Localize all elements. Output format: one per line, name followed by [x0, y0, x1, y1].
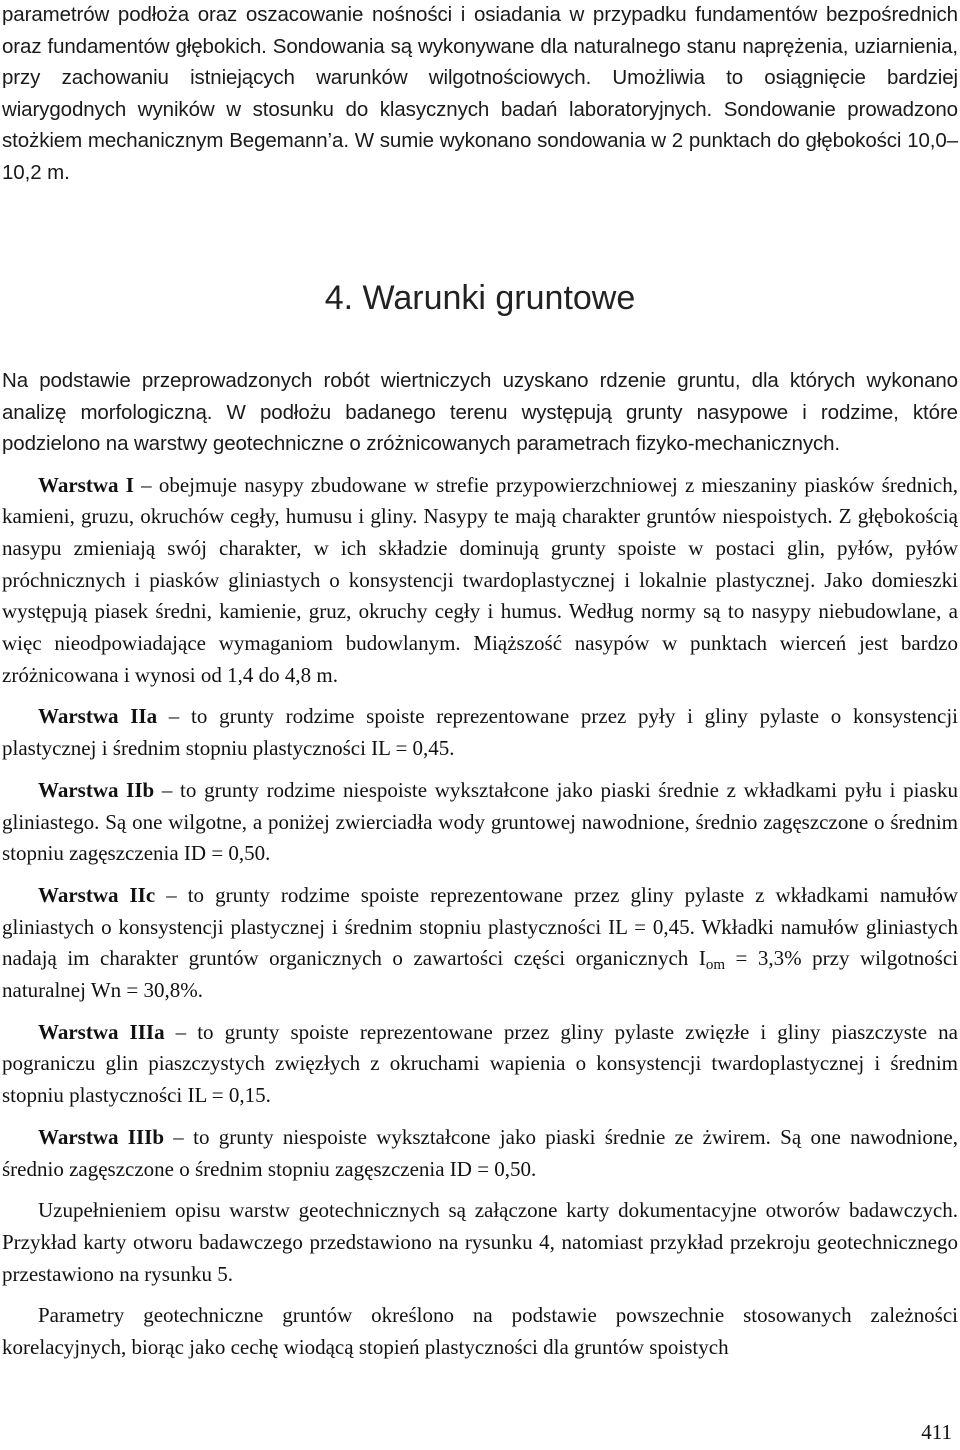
layer-name: Warstwa I [38, 472, 134, 497]
page-number: 411 [921, 1420, 952, 1444]
section-intro-paragraph: Na podstawie przeprowadzonych robót wiertniczych uzyskano rdzenie gruntu, dla których wykonano analizę morfologiczną. W podłożu badanego terenu występują grunty nasypowe i rodzime, które podzielono na warstwy geotechniczne o zróżnicowanych parametrach fizyko-mechanicznych. [2, 369, 958, 455]
layer-name: Warstwa IIb [38, 777, 155, 802]
layer-paragraph-1 [2, 470, 958, 692]
layer-paragraph-4 [2, 880, 958, 1007]
layer-name: Warstwa IIc [38, 882, 156, 907]
layer-paragraph-6 [2, 1122, 958, 1185]
layer-text: – to grunty spoiste reprezentowane przez gliny pylaste zwięzłe i gliny piaszczyste na pograniczu glin piaszczystych zwięzłych z okruchami wapienia o konsystencji twardoplastycznej i średnim stopniu plastyczności IL = 0,15. [2, 1019, 958, 1108]
layer-text: – to grunty rodzime spoiste reprezentowane przez gliny pylaste z wkładkami namułów gliniastych o konsystencji plastycznej i średnim stopniu plastyczności IL = 0,45. Wkładki namułów gliniastych nadają im charakter gruntów organicznych o zawartości części organicznych I [2, 882, 958, 971]
layer-name: Warstwa IIa [38, 704, 158, 729]
layer-paragraph-3 [2, 775, 958, 870]
layer-text: – to grunty rodzime spoiste reprezentowane przez pyły i gliny pylaste o konsystencji plastycznej i średnim stopniu plastyczności IL = 0,45. [2, 704, 959, 761]
subscript-om: om [705, 957, 725, 974]
layer-text: – obejmuje nasypy zbudowane w strefie przypowierzchniowej z mieszaniny piasków średnich, kamieni, gruzu, okruchów cegły, humusu i gliny. Nasypy te mają charakter gruntów niespoistych. Z głębokością nasypu zmieniają swój charakter, w ich składzie dominują grunty spoiste w postaci glin, pyłów, pyłów próchnicznych i piasków gliniastych o konsystencji twardoplastycznej i lokalnie plastycznej. Jako domieszki występują piasek średni, kamienie, gruz, okruchy cegły i humus. Według normy są to nasypy niebudowlane, a więc nieodpowiadające wymaganiom budowlanym. Miąższość nasypów w punktach wierceń jest bardzo zróżnicowana i wynosi od 1,4 do 4,8 m. [2, 472, 958, 687]
closing-paragraph-1: Uzupełnieniem opisu warstw geotechnicznych są załączone karty dokumentacyjne otworów badawczych. Przykład karty otworu badawczego przedstawiono na rysunku 4, natomiast przykład przekroju geotechnicznego przestawiono na rysunku 5. [2, 1198, 958, 1286]
layer-text: – to grunty niespoiste wykształcone jako piaski średnie ze żwirem. Są one nawodnione, średnio zagęszczone o średnim stopniu zagęszczenia ID = 0,50. [2, 1124, 958, 1181]
closing-paragraph-2: Parametry geotechniczne gruntów określono na podstawie powszechnie stosowanych zależności korelacyjnych, biorąc jako cechę wiodącą stopień plastyczności dla gruntów spoistych [2, 1303, 958, 1360]
layer-paragraph-2 [2, 701, 958, 764]
layer-paragraph-5 [2, 1017, 958, 1112]
intro-paragraph: parametrów podłoża oraz oszacowanie nośności i osiadania w przypadku fundamentów bezpośrednich oraz fundamentów głębokich. Sondowania są wykonywane dla naturalnego stanu naprężenia, uziarnienia, przy zachowaniu istniejących warunków wilgotnościowych. Umożliwia to osiągnięcie bardziej wiarygodnych wyników w stosunku do klasycznych badań laboratoryjnych. Sondowanie prowadzono stożkiem mechanicznym Begemann’a. W sumie wykonano sondowania w 2 punktach do głębokości 10,0–10,2 m. [2, 3, 958, 184]
layer-text-continued: = 3,3% przy wilgotności naturalnej Wn = 30,8%. [2, 946, 958, 1003]
layer-name: Warstwa IIIb [38, 1124, 164, 1149]
layers-description [2, 470, 958, 1364]
section-heading: 4. Warunki gruntowe [324, 279, 636, 317]
layer-text: – to grunty rodzime niespoiste wykształcone jako piaski średnie z wkładkami pyłu i piasku gliniastego. Są one wilgotne, a poniżej zwierciadła wody gruntowej nawodnione, średnio zagęszczone o średnim stopniu zagęszczenia ID = 0,50. [2, 777, 958, 866]
layer-name: Warstwa IIIa [38, 1019, 165, 1044]
